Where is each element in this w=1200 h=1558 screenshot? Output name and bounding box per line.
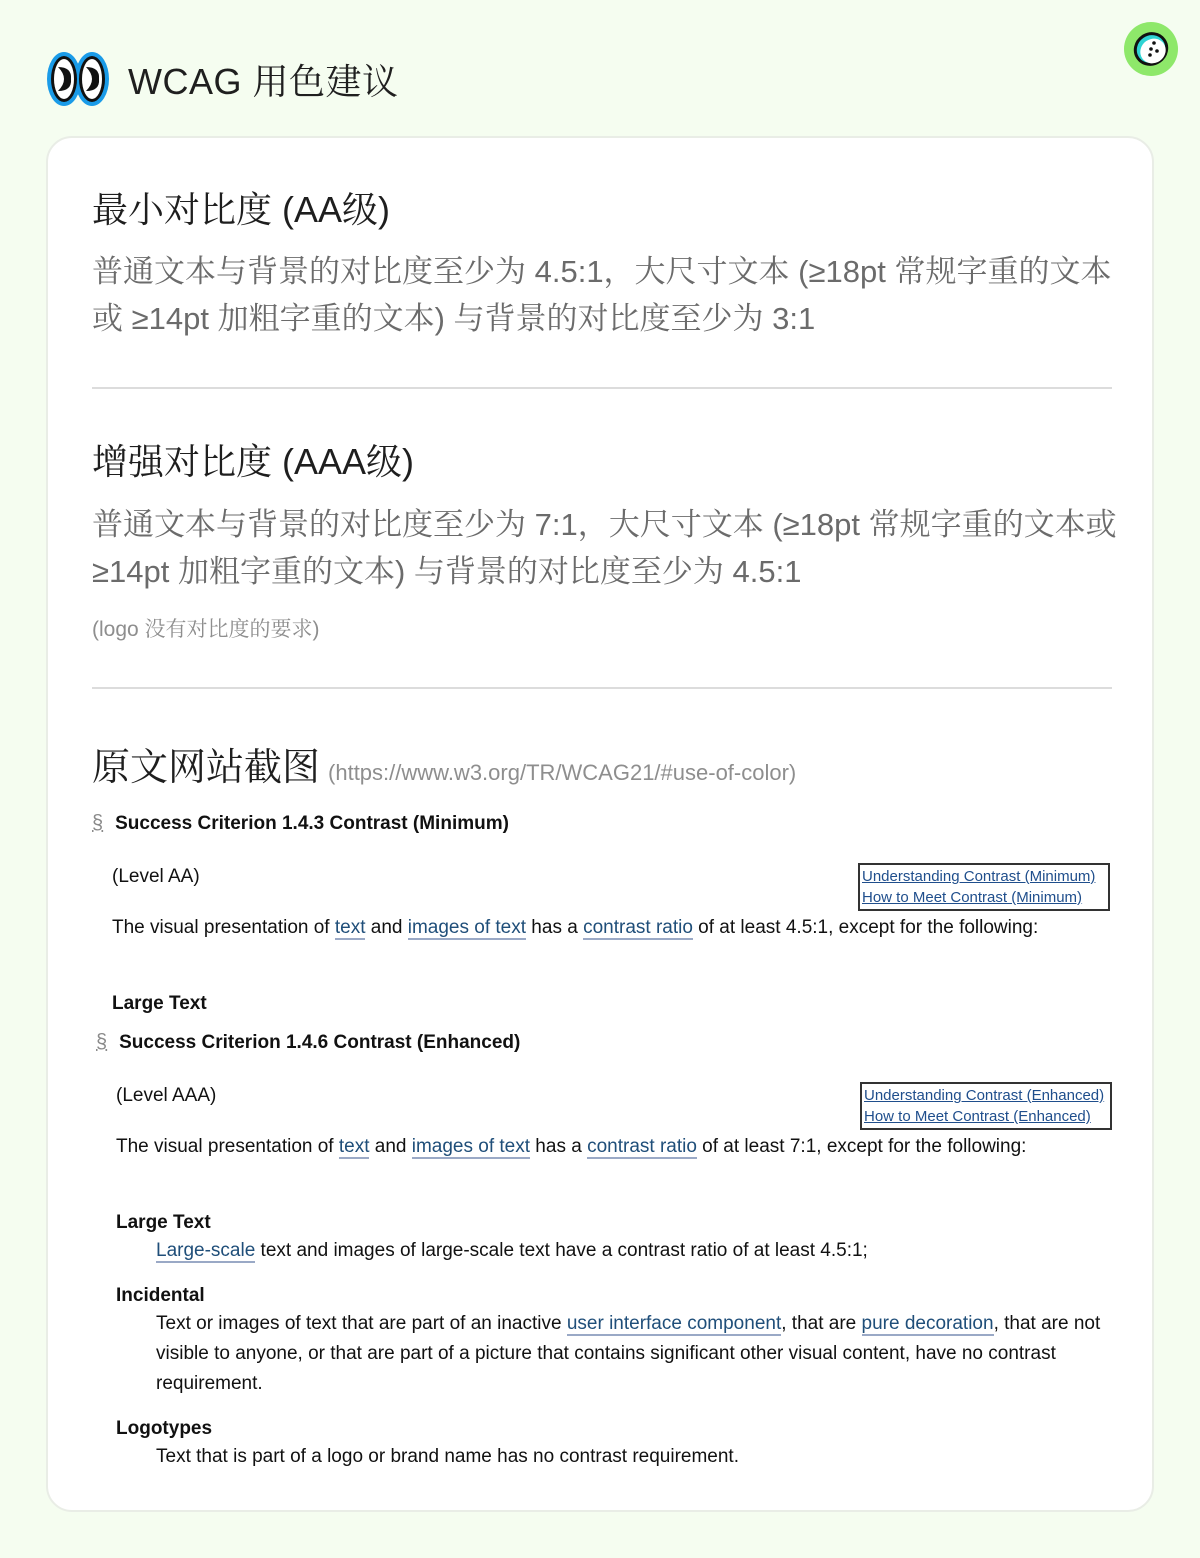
term-large-text-desc <box>156 1236 1106 1266</box>
contrast-ratio-link[interactable]: contrast ratio <box>587 1136 697 1157</box>
term-logotypes-desc: Text that is part of a logo or brand name has no contrast requirement. <box>156 1446 739 1467</box>
section-divider <box>92 687 1112 689</box>
source-url: (https://www.w3.org/TR/WCAG21/#use-of-color) <box>328 760 797 785</box>
text-link[interactable]: text <box>334 917 366 938</box>
large-scale-link[interactable]: Large-scale <box>156 1240 256 1261</box>
content-card <box>46 136 1154 1512</box>
text-link[interactable]: text <box>338 1136 370 1157</box>
page-title: WCAG 用色建议 <box>128 60 399 102</box>
criterion-intro <box>112 913 1072 943</box>
intro-text: has a <box>526 917 584 938</box>
intro-text: has a <box>530 1136 588 1157</box>
section-sign-link[interactable]: § <box>96 1031 108 1053</box>
term-large-text: Large Text <box>112 993 207 1014</box>
criterion-links-box <box>860 1082 1112 1130</box>
criterion-links-box <box>858 863 1110 911</box>
intro-text: The visual presentation of <box>112 917 335 938</box>
intro-text: of at least 4.5:1, except for the following: <box>692 917 1039 938</box>
aaa-section-body: 普通文本与背景的对比度至少为 7:1，大尺寸文本 (≥18pt 常规字重的文本或 ≥14pt 加粗字重的文本) 与背景的对比度至少为 4.5:1 <box>92 507 1117 589</box>
how-to-meet-link[interactable]: How to Meet Contrast (Minimum) <box>862 889 1083 906</box>
term-large-text: Large Text <box>116 1212 211 1233</box>
criterion-title: Success Criterion 1.4.3 Contrast (Minimum) <box>115 812 509 834</box>
term-logotypes: Logotypes <box>116 1418 213 1439</box>
criterion-title: Success Criterion 1.4.6 Contrast (Enhanced) <box>119 1031 521 1053</box>
term-incidental-desc <box>156 1309 1106 1399</box>
desc-text: , that are not visible to anyone, or that are part of a picture that contains significant other visual content, have no contrast requirement. <box>156 1313 1101 1394</box>
section-sign-link[interactable]: § <box>92 812 104 834</box>
how-to-meet-link[interactable]: How to Meet Contrast (Enhanced) <box>864 1108 1091 1125</box>
understanding-link[interactable]: Understanding Contrast (Enhanced) <box>864 1087 1105 1104</box>
page-header <box>44 44 399 114</box>
criterion-level: (Level AA) <box>112 866 200 887</box>
intro-text: of at least 7:1, except for the following: <box>696 1136 1027 1157</box>
source-heading <box>92 736 796 791</box>
desc-text: Text or images of text that are part of an inactive <box>156 1313 567 1334</box>
avatar[interactable] <box>1124 22 1178 76</box>
criterion-heading-146 <box>96 1031 520 1054</box>
intro-text: and <box>365 917 408 938</box>
term-incidental: Incidental <box>116 1285 205 1306</box>
images-of-text-link[interactable]: images of text <box>407 917 527 938</box>
intro-text: The visual presentation of <box>116 1136 339 1157</box>
aa-section-body: 普通文本与背景的对比度至少为 4.5:1，大尺寸文本 (≥18pt 常规字重的文本或 ≥14pt 加粗字重的文本) 与背景的对比度至少为 3:1 <box>92 254 1112 336</box>
user-interface-component-link[interactable]: user interface component <box>566 1313 782 1334</box>
cartoon-eyes-logo-icon <box>44 45 112 113</box>
understanding-link[interactable]: Understanding Contrast (Minimum) <box>862 868 1096 885</box>
pure-decoration-link[interactable]: pure decoration <box>861 1313 994 1334</box>
source-title: 原文网站截图 <box>92 747 321 789</box>
criterion-intro <box>116 1132 1066 1162</box>
desc-text: text and images of large-scale text have a contrast ratio of at least 4.5:1; <box>255 1240 868 1261</box>
criterion-heading-143 <box>92 812 509 835</box>
aa-section-title: 最小对比度 (AA级) <box>92 189 391 230</box>
contrast-ratio-link[interactable]: contrast ratio <box>583 917 693 938</box>
desc-text: , that are <box>781 1313 862 1334</box>
logo-note: (logo 没有对比度的要求) <box>92 618 320 641</box>
criterion-level: (Level AAA) <box>116 1085 217 1106</box>
images-of-text-link[interactable]: images of text <box>411 1136 531 1157</box>
section-divider <box>92 387 1112 389</box>
intro-text: and <box>369 1136 412 1157</box>
aaa-section-title: 增强对比度 (AAA级) <box>92 441 415 482</box>
lime-avatar-icon <box>1124 22 1178 76</box>
